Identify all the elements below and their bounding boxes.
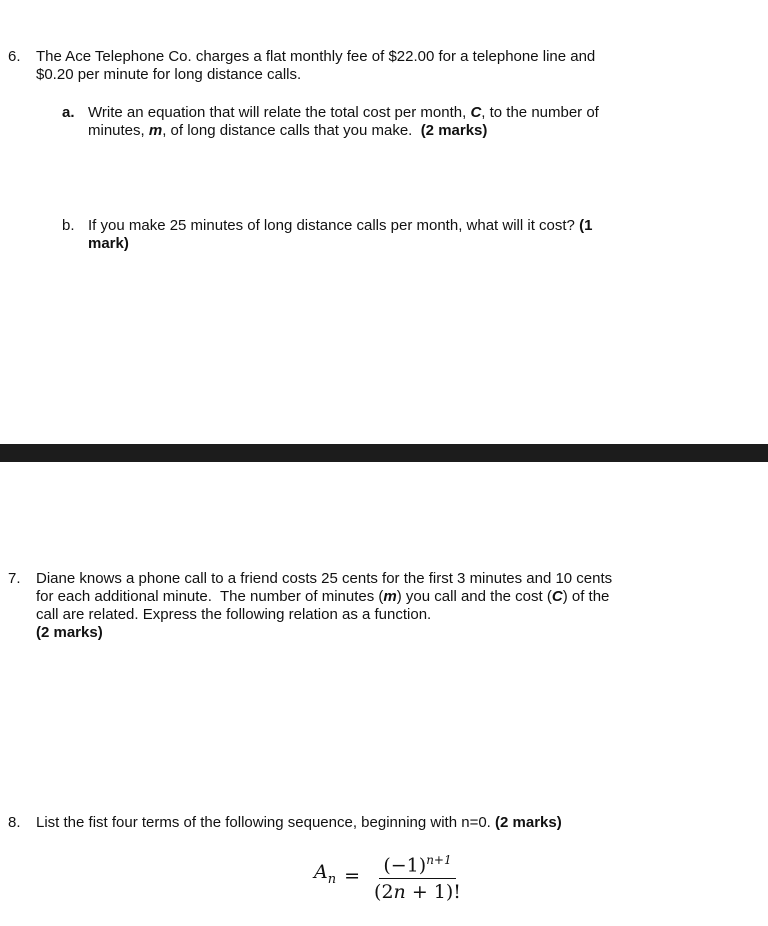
- q6a-line2-post: , of long distance calls that you make.: [162, 122, 421, 139]
- q7-line2-post: ) of the: [562, 588, 610, 605]
- q7-line2-pre: for each additional minute. The number of minutes (: [36, 588, 384, 605]
- q6a-text: [88, 104, 599, 140]
- q6a-line2-pre: minutes,: [88, 122, 149, 139]
- q6b-marks-part2: mark): [88, 235, 129, 252]
- q6a-line1-pre: Write an equation that will relate the total cost per month,: [88, 104, 471, 121]
- formula-fraction: [370, 851, 465, 903]
- q6a-var-c: C: [470, 104, 482, 121]
- formula-numerator: [379, 851, 455, 878]
- q6b-marks-part1: (1: [579, 217, 593, 234]
- q6-number: 6.: [8, 48, 21, 65]
- q8-text: [36, 814, 562, 832]
- denominator-var: n: [393, 880, 406, 903]
- q8-marks: (2 marks): [495, 814, 562, 831]
- q8-instruction: List the fist four terms of the following sequence, beginning with n=0.: [36, 814, 496, 831]
- q7-number: 7.: [8, 570, 21, 587]
- q6a-letter: a.: [62, 104, 75, 121]
- q7-marks: (2 marks): [36, 624, 103, 641]
- formula-lhs-subscript: n: [327, 871, 337, 887]
- q6a-line1-post: , to the number of: [481, 104, 599, 121]
- q6b-line1-pre: If you make 25 minutes of long distance calls per month, what will it cost?: [88, 217, 580, 234]
- q7-line3: call are related. Express the following relation as a function.: [36, 606, 432, 623]
- formula-equals: =: [344, 865, 361, 887]
- q6b-letter: b.: [62, 217, 75, 234]
- q7-line1: Diane knows a phone call to a friend costs 25 cents for the first 3 minutes and 10 cents: [36, 570, 613, 587]
- sequence-formula: [314, 846, 465, 906]
- page-separator: [0, 444, 768, 462]
- q7-text: [36, 570, 612, 642]
- formula-lhs: [314, 863, 336, 889]
- q6a-marks: (2 marks): [420, 122, 488, 139]
- q7-var-c: C: [551, 588, 563, 605]
- denominator-pre: (2: [374, 880, 394, 903]
- formula-denominator: [370, 879, 465, 901]
- numerator-exponent: n+1: [426, 853, 452, 868]
- q6a-var-m: m: [148, 122, 163, 139]
- numerator-base: (−1): [383, 854, 427, 877]
- formula-lhs-symbol: A: [314, 861, 328, 884]
- q8-number: 8.: [8, 814, 21, 831]
- q6-line2: $0.20 per minute for long distance calls.: [36, 66, 302, 83]
- q7-line2-mid: ) you call and the cost (: [396, 588, 552, 605]
- q6b-text: [88, 217, 592, 253]
- denominator-post: + 1)!: [405, 880, 461, 903]
- q6-text: [36, 48, 595, 84]
- q6-line1: The Ace Telephone Co. charges a flat monthly fee of $22.00 for a telephone line and: [36, 48, 596, 65]
- q7-var-m: m: [383, 588, 397, 605]
